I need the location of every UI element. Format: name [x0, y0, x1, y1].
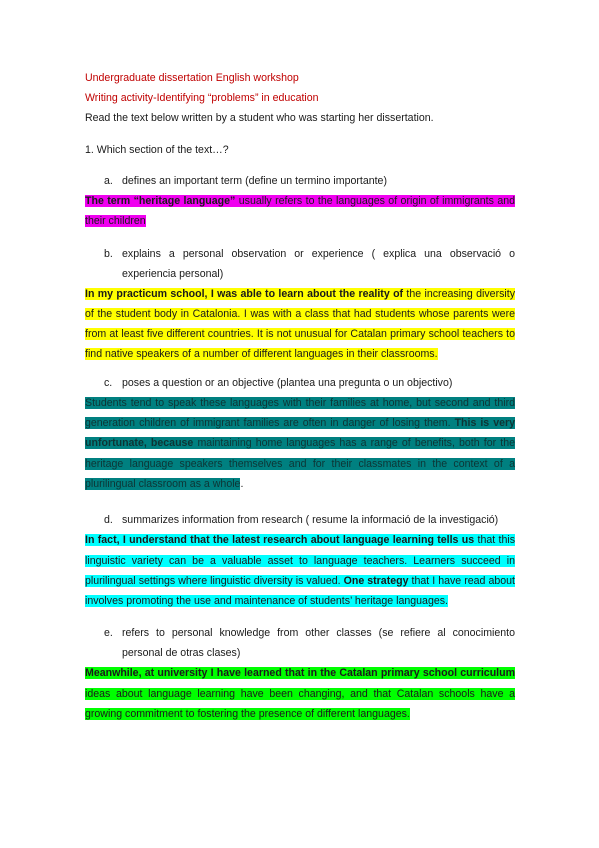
option-e [85, 623, 515, 663]
option-text: poses a question or an objective (plantea una pregunta o un objectivo) [122, 376, 453, 389]
excerpt-d-text: that this linguistic variety can be a valuable asset to language teachers. Learners succeed in plurilingual settings where linguistic diversity is valued. [85, 534, 515, 587]
excerpt-d-bold2: One strategy [343, 574, 409, 587]
excerpt-b-text: the increasing diversity of the student body in Catalonia. I was with a class that had students whose parents were from at least five different countries. It is not unusual for Catalan primary school teachers to find native speakers of a number of different languages in their classrooms. [85, 287, 515, 361]
activity-title: Writing activity-Identifying “problems” in education [85, 92, 319, 104]
option-a [85, 171, 515, 191]
option-text: refers to personal knowledge from other classes (se refiere al conocimiento personal de otras clases) [122, 627, 515, 660]
option-text: explains a personal observation or experience ( explica una observació o experiencia personal) [122, 247, 515, 280]
intro-text: Read the text below written by a student who was starting her dissertation. [85, 112, 434, 124]
excerpt-e-text: ideas about language learning have been changing, and that Catalan schools have a growing commitment to fostering the presence of different languages. [85, 687, 515, 721]
excerpt-a [85, 191, 515, 232]
option-text: summarizes information from research ( resume la informació de la investigació) [122, 514, 499, 527]
option-letter: b. [104, 247, 113, 260]
excerpt-d-bold: In fact, I understand that the latest research about language learning tells us [85, 534, 475, 547]
excerpt-d-text2: that I have read about involves promoting the use and maintenance of students’ heritage languages. [85, 574, 516, 608]
excerpt-c-intro: Students tend to speak these languages with their families at home, but second and third generation children of immigrant families are often in danger of losing them. [85, 396, 515, 430]
question-text: 1. Which section of the text…? [85, 144, 229, 156]
option-c [85, 373, 515, 393]
excerpt-a-bold: The term “heritage language” [85, 195, 236, 207]
option-d [85, 510, 515, 530]
excerpt-c [85, 393, 515, 494]
option-text: defines an important term (define un termino importante) [122, 175, 387, 187]
workshop-title: Undergraduate dissertation English workshop [85, 72, 299, 84]
excerpt-a-text: usually refers to the languages of origin of immigrants and their children [85, 195, 516, 228]
option-letter: e. [104, 627, 113, 640]
option-letter: a. [104, 175, 113, 187]
excerpt-d [85, 530, 515, 611]
document-page [85, 68, 515, 724]
excerpt-b [85, 284, 515, 365]
option-letter: c. [104, 376, 113, 389]
option-letter: d. [104, 514, 113, 527]
excerpt-e-bold: Meanwhile, at university I have learned that in the Catalan primary school curriculum [85, 667, 515, 680]
excerpt-c-bold: This is very unfortunate, because [85, 417, 515, 450]
excerpt-e [85, 663, 515, 724]
excerpt-c-text: maintaining home languages has a range of benefits, both for the heritage language speakers themselves and for their classmates in the context of a plurilingual classroom as a whole [85, 437, 515, 490]
option-b [85, 244, 515, 284]
excerpt-b-bold: In my practicum school, I was able to learn about the reality of [85, 287, 404, 300]
excerpt-c-period: . [240, 477, 244, 490]
